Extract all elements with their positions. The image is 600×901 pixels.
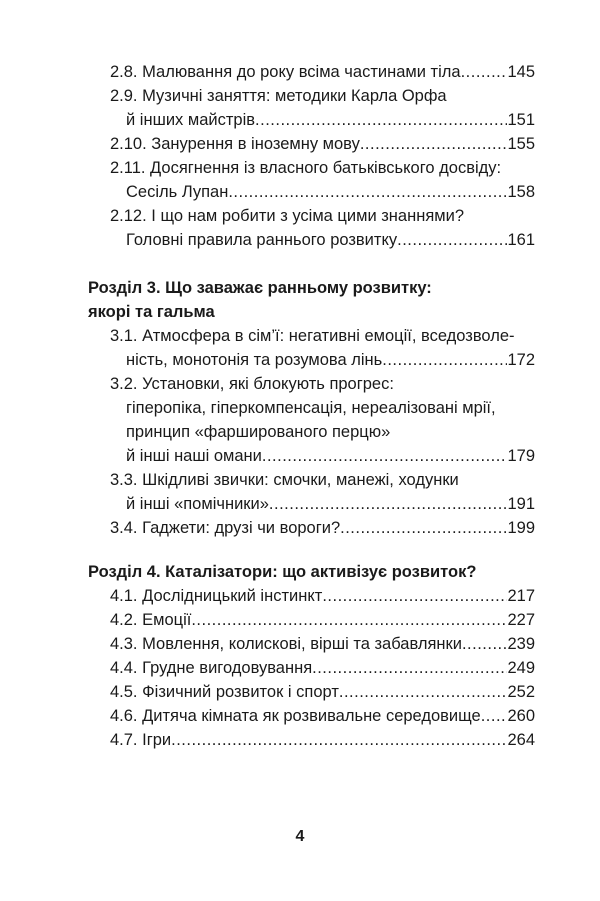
- entry-text: 4.4. Грудне вигодовування: [110, 659, 313, 677]
- entry-page-number: 249: [507, 659, 535, 677]
- entry-page-number: 161: [507, 231, 535, 249]
- dot-leader: [461, 60, 508, 84]
- entry-page-number: 252: [507, 683, 535, 701]
- entry-text: 4.3. Мовлення, колискові, вірші та забавлянки: [110, 635, 462, 653]
- dot-leader: [312, 656, 507, 680]
- entry-text: й інших майстрів: [126, 111, 256, 129]
- toc-entry-3-2[interactable]: [110, 372, 535, 468]
- entry-page-number: 217: [507, 587, 535, 605]
- entry-text: принцип «фаршированого перцю»: [126, 423, 391, 441]
- dot-leader: [171, 728, 507, 752]
- section-3-title[interactable]: Розділ 3. Що заважає ранньому розвитку: якорі та гальма: [88, 279, 432, 321]
- entry-text: 2.12. І що нам робити з усіма цими знаннями?: [110, 207, 464, 225]
- entry-text: 4.7. Ігри: [110, 731, 172, 749]
- toc-entry-4-6[interactable]: [110, 704, 535, 728]
- entry-page-number: 264: [507, 731, 535, 749]
- entry-page-number: 151: [507, 111, 535, 129]
- dot-leader: [339, 680, 508, 704]
- dot-leader: [481, 704, 508, 728]
- toc-entry-2-11[interactable]: [110, 156, 535, 204]
- entry-text: 4.5. Фізичний розвиток і спорт: [110, 683, 339, 701]
- entry-text: 3.4. Гаджети: друзі чи вороги?: [110, 519, 341, 537]
- dot-leader: [462, 632, 508, 656]
- dot-leader: [322, 584, 507, 608]
- entry-text: 3.3. Шкідливі звички: смочки, манежі, ходунки: [110, 471, 459, 489]
- toc-entry-4-7[interactable]: [110, 728, 535, 752]
- entry-text: ність, монотонія та розумова лінь: [126, 351, 383, 369]
- dot-leader: [191, 608, 507, 632]
- toc-entry-2-10[interactable]: [110, 132, 535, 156]
- dot-leader: [269, 492, 508, 516]
- entry-text: 2.11. Досягнення із власного батьківського досвіду:: [110, 159, 502, 177]
- entry-page-number: 199: [507, 519, 535, 537]
- entry-page-number: 172: [507, 351, 535, 369]
- toc-entry-4-5[interactable]: [110, 680, 535, 704]
- entry-page-number: 145: [507, 63, 535, 81]
- dot-leader: [382, 348, 507, 372]
- entry-page-number: 155: [507, 135, 535, 153]
- dot-leader: [255, 108, 507, 132]
- entry-text: 4.6. Дитяча кімната як розвивальне середовище: [110, 707, 481, 725]
- toc-entry-2-8[interactable]: [110, 60, 535, 84]
- dot-leader: [397, 228, 507, 252]
- entry-page-number: 158: [507, 183, 535, 201]
- entry-page-number: 239: [507, 635, 535, 653]
- entry-text: 3.1. Атмосфера в сім’ї: негативні емоції, вседозволе-: [110, 327, 515, 345]
- entry-text: 4.2. Емоції: [110, 611, 192, 629]
- dot-leader: [360, 132, 508, 156]
- entry-text: 3.2. Установки, які блокують прогрес:: [110, 375, 394, 393]
- toc-entry-4-2[interactable]: [110, 608, 535, 632]
- dot-leader: [262, 444, 508, 468]
- section-4-title[interactable]: Розділ 4. Каталізатори: що активізує розвиток?: [88, 563, 477, 581]
- entry-text: Сесіль Лупан: [126, 183, 229, 201]
- toc-entry-4-1[interactable]: [110, 584, 535, 608]
- entry-text: й інші наші омани: [126, 447, 262, 465]
- entry-text: 4.1. Дослідницький інстинкт: [110, 587, 323, 605]
- toc-entry-3-3[interactable]: [110, 468, 535, 516]
- toc-entry-3-4[interactable]: [110, 516, 535, 540]
- toc-entry-3-1[interactable]: [110, 324, 535, 372]
- toc-entry-4-4[interactable]: [110, 656, 535, 680]
- entry-page-number: 227: [507, 611, 535, 629]
- entry-page-number: 179: [507, 447, 535, 465]
- entry-page-number: 260: [507, 707, 535, 725]
- entry-text: й інші «помічники»: [126, 495, 269, 513]
- dot-leader: [340, 516, 507, 540]
- toc-entry-2-12[interactable]: [110, 204, 535, 252]
- toc-entry-4-3[interactable]: [110, 632, 535, 656]
- entry-text: гіперопіка, гіперкомпенсація, нереалізовані мрії,: [126, 399, 496, 417]
- entry-text: 2.9. Музичні заняття: методики Карла Орфа: [110, 87, 447, 105]
- entry-page-number: 191: [507, 495, 535, 513]
- entry-text: Головні правила раннього розвитку: [126, 231, 398, 249]
- dot-leader: [228, 180, 507, 204]
- toc-entry-2-9[interactable]: [110, 84, 535, 132]
- entry-text: 2.10. Занурення в іноземну мову: [110, 135, 360, 153]
- page-number: 4: [295, 828, 305, 845]
- entry-text: 2.8. Малювання до року всіма частинами тіла: [110, 63, 461, 81]
